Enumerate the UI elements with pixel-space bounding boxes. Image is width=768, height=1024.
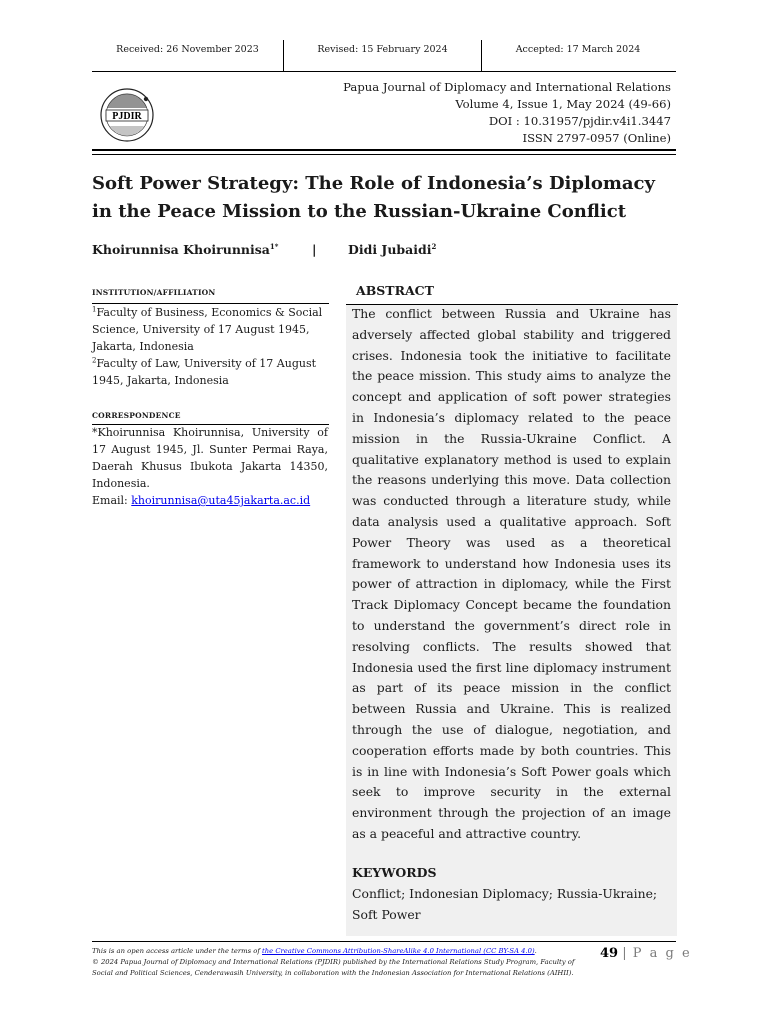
journal-issn: ISSN 2797-0957 (Online): [522, 131, 671, 145]
affiliation-list: [92, 304, 328, 389]
affiliation-1: $^1$Faculty of Business, Economics & Social Science, University of 17 August 1945, Jakarta, Indonesia: [92, 305, 323, 353]
correspondence-heading: CORRESPONDENCE: [92, 411, 181, 420]
journal-doi: DOI : 10.31957/pjdir.v4i1.3447: [488, 114, 671, 128]
license-footer: [92, 946, 592, 979]
article-title: Soft Power Strategy: The Role of Indonesia’s Diplomacy in the Peace Mission to the Russian-Ukraine Conflict: [92, 173, 655, 222]
received-date: Received: 26 November 2023: [116, 44, 259, 55]
correspondence-block: [92, 424, 328, 509]
footer-rule: [92, 941, 676, 942]
abstract-heading: ABSTRACT: [356, 283, 434, 298]
affiliation-2: $^2$Faculty of Law, University of 17 August 1945, Jakarta, Indonesia: [92, 356, 317, 387]
revised-date: Revised: 15 February 2024: [283, 40, 482, 71]
keywords-text: Conflict; Indonesian Diplomacy; Russia-Ukraine; Soft Power: [352, 886, 658, 922]
copyright-line: © 2024 Papua Journal of Diplomacy and International Relations (PJDIR) published by the International Relations Study Program, Faculty of Social and Political Sciences, Cenderawasih University, in collaboration with the Indonesian Association for International Relations (AIHII).: [92, 958, 575, 977]
correspondence-address: *Khoirunnisa Khoirunnisa, University of 17 August 1945, Jl. Sunter Permai Raya, Daerah Khusus Ibukota Jakarta 14350, Indonesia.: [92, 426, 328, 490]
header-divider: [92, 149, 676, 155]
journal-info: [343, 79, 671, 147]
license-link[interactable]: the Creative Commons Attribution-ShareAlike 4.0 International (CC BY-SA 4.0): [262, 947, 535, 955]
license-line: This is an open access article under the terms of the Creative Commons Attribution-ShareAlike 4.0 International (CC BY-SA 4.0).: [92, 947, 537, 955]
email-link[interactable]: khoirunnisa@uta45jakarta.ac.id: [131, 494, 311, 507]
author-1: Khoirunnisa Khoirunnisa$^{1*}$: [92, 241, 279, 257]
keywords-heading: KEYWORDS: [352, 865, 437, 880]
abstract-text: The conflict between Russia and Ukraine has adversely affected global stability and triggered crises. Indonesia took the initiative to facilitate the peace mission. This study aims to analyze the concept and application of soft power strategies in Indonesia’s diplomacy related to the peace mission in the Russia-Ukraine Conflict. A qualitative explanatory method is used to explain the reasons underlying this move. Data collection was conducted through a literature study, while data analysis used a qualitative approach. Soft Power Theory was used as a theoretical framework to understand how Indonesia uses its power of attraction in diplomacy, while the First Track Diplomacy Concept became the foundation to understand the government’s direct role in resolving conflicts. The results showed that Indonesia used the first line diplomacy instrument as part of its peace mission in the conflict between Russia and Ukraine. This is realized through the use of dialogue, negotiation, and cooperation efforts made by both countries. This is in line with Indonesia’s Soft Power goals which seek to improve security in the external environment through the projection of an image as a peaceful and attractive country.: [352, 306, 671, 841]
page-label: P a g e: [632, 946, 692, 961]
affiliation-heading: INSTITUTION/AFFILIATION: [92, 288, 216, 297]
author-separator: |: [312, 242, 317, 257]
page-number-value: 49: [600, 946, 619, 961]
author-2: Didi Jubaidi$^2$: [348, 241, 437, 257]
journal-name: Papua Journal of Diplomacy and International Relations: [343, 80, 671, 94]
email-label: Email:: [92, 494, 128, 507]
journal-volume: Volume 4, Issue 1, May 2024 (49-66): [455, 97, 671, 111]
accepted-date: Accepted: 17 March 2024: [515, 44, 641, 55]
correspondence-email-line: [92, 492, 328, 509]
logo-text: PJDIR: [112, 111, 142, 122]
page-separator: |: [622, 946, 629, 961]
pjdir-logo: [98, 86, 156, 144]
submission-dates: [92, 40, 676, 72]
page-number: [600, 946, 692, 961]
